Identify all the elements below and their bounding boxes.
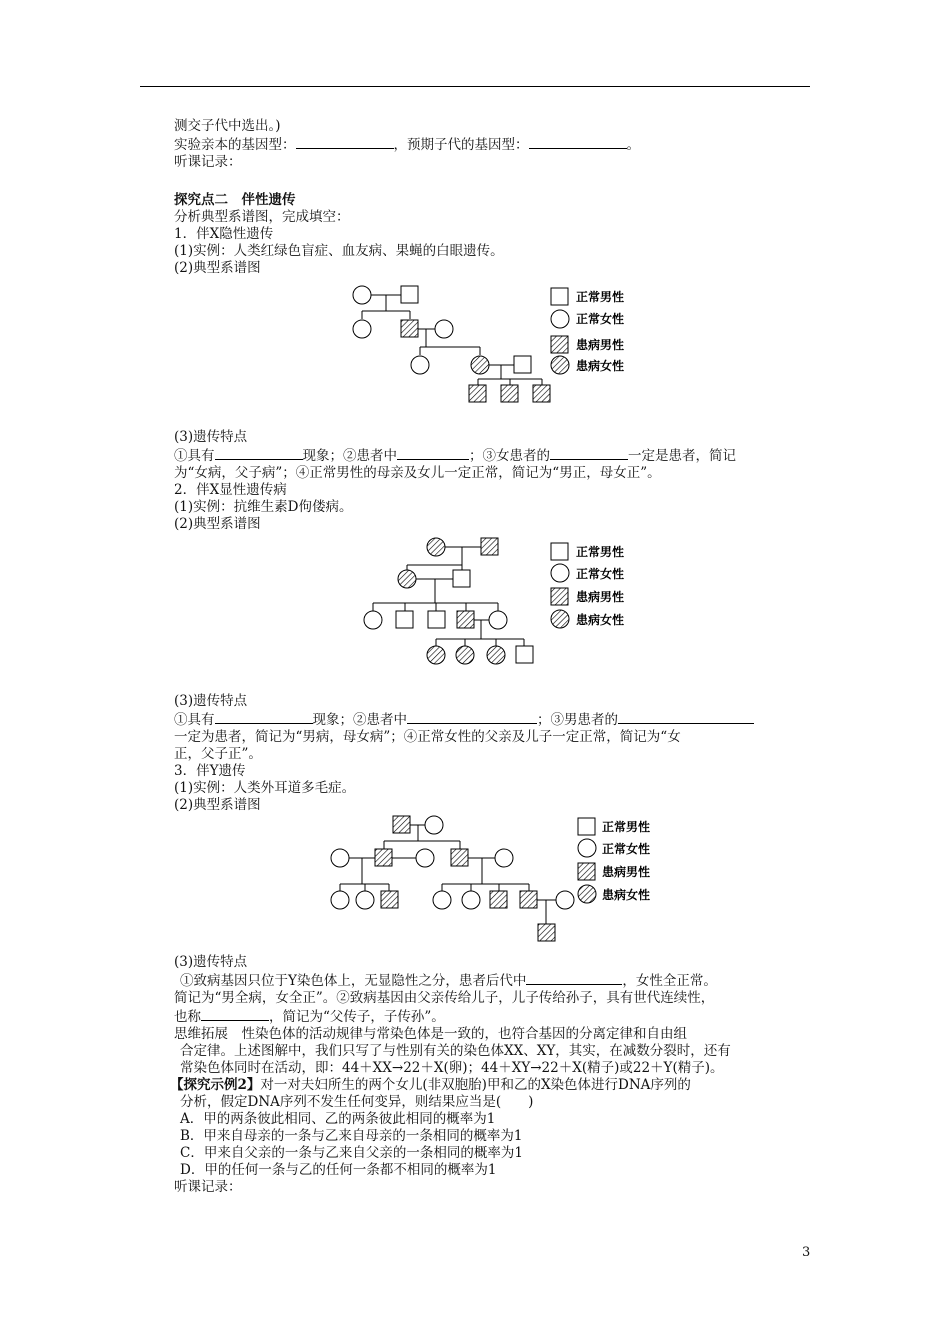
legend-affected-female: 患病女性 bbox=[576, 359, 625, 373]
example-question: 【探究示例2】对一对夫妇所生的两个女儿(非双胞胎)甲和乙的X染色体进行DNA序列的 bbox=[170, 1077, 691, 1093]
page-body bbox=[170, 118, 814, 1196]
answer-blank[interactable] bbox=[529, 135, 627, 149]
legend-normal-male: 正常男性 bbox=[576, 545, 625, 559]
option-b[interactable]: B．甲来自母亲的一条与乙来自母亲的一条相同的概率为1 bbox=[180, 1128, 523, 1144]
legend-normal-female: 正常女性 bbox=[602, 842, 651, 856]
pedigree-xd-figure bbox=[174, 533, 814, 693]
subheading: 1．伴X隐性遗传 bbox=[174, 226, 274, 242]
text-line: (1)实例：人类外耳道多毛症。 bbox=[174, 780, 356, 796]
text-line: 分析典型系谱图，完成填空： bbox=[174, 209, 350, 225]
answer-blank[interactable] bbox=[550, 446, 628, 460]
legend-normal-female: 正常女性 bbox=[576, 312, 625, 326]
legend-affected-male-icon bbox=[551, 336, 568, 353]
pedigree-male-affected bbox=[401, 320, 418, 337]
text-line: (3)遗传特点 bbox=[174, 954, 248, 970]
legend-normal-female: 正常女性 bbox=[576, 567, 625, 581]
legend-normal-male: 正常男性 bbox=[576, 290, 625, 304]
answer-blank[interactable] bbox=[296, 135, 394, 149]
page-number: 3 bbox=[802, 1245, 811, 1260]
legend-affected-female: 患病女性 bbox=[602, 888, 651, 902]
pedigree-x-recessive bbox=[174, 277, 814, 429]
text-line: (2)典型系谱图 bbox=[174, 797, 261, 813]
text-line: 实验亲本的基因型： ，预期子代的基因型： 。 bbox=[174, 137, 640, 153]
subheading: 3．伴Y遗传 bbox=[174, 763, 246, 779]
pedigree-female-normal bbox=[353, 286, 371, 304]
pedigree-male-normal bbox=[401, 286, 418, 303]
section-heading: 探究点二 伴性遗传 bbox=[174, 192, 296, 208]
pedigree-female-affected bbox=[471, 356, 489, 374]
legend-affected-male: 患病男性 bbox=[576, 338, 625, 352]
text-line: 分析，假定DNA序列不发生任何变异，则结果应当是( ) bbox=[180, 1094, 534, 1110]
answer-blank[interactable] bbox=[201, 1007, 269, 1021]
legend-affected-female: 患病女性 bbox=[576, 613, 625, 627]
pedigree-y-figure bbox=[174, 814, 814, 954]
text-line: 简记为“男全病，女全正”。②致病基因由父亲传给儿子，儿子传给孙子，具有世代连续性， bbox=[174, 990, 715, 1006]
text-line: 听课记录： bbox=[174, 154, 242, 170]
text-line: 常染色体同时在活动，即：44＋XX→22＋X(卵)；44＋XY→22＋X(精子)或22＋Y(精子)。 bbox=[180, 1060, 724, 1076]
option-a[interactable]: A．甲的两条彼此相同、乙的两条彼此相同的概率为1 bbox=[180, 1111, 496, 1127]
text-line: 听课记录： bbox=[174, 1179, 242, 1195]
text-line: 正，父子正”。 bbox=[174, 746, 262, 762]
text-line: 一定为患者，简记为“男病，母女病”；④正常女性的父亲及儿子一定正常，简记为“女 bbox=[174, 729, 681, 745]
answer-blank[interactable] bbox=[526, 971, 622, 985]
legend-affected-male: 患病男性 bbox=[602, 865, 651, 879]
text-line: (3)遗传特点 bbox=[174, 693, 248, 709]
option-d[interactable]: D．甲的任何一条与乙的任何一条都不相同的概率为1 bbox=[180, 1162, 497, 1178]
answer-blank[interactable] bbox=[215, 446, 303, 460]
text-line: (1)实例：人类红绿色盲症、血友病、果蝇的白眼遗传。 bbox=[174, 243, 504, 259]
text-line: ①具有 现象；②患者中 ；③女患者的 一定是患者，简记 bbox=[174, 448, 736, 464]
answer-blank[interactable] bbox=[397, 446, 469, 460]
text-line: (2)典型系谱图 bbox=[174, 260, 261, 276]
legend-normal-male-icon bbox=[551, 288, 568, 305]
legend-normal-male: 正常男性 bbox=[602, 820, 651, 834]
text-line: (1)实例：抗维生素D佝偻病。 bbox=[174, 499, 353, 515]
answer-blank[interactable] bbox=[618, 710, 754, 724]
legend-normal-female-icon bbox=[551, 310, 569, 328]
text-line: 也称 ，简记为“父传子，子传孙”。 bbox=[174, 1009, 445, 1025]
subheading: 2．伴X显性遗传病 bbox=[174, 482, 287, 498]
pedigree-y-linked bbox=[174, 814, 814, 954]
text-line: ①致病基因只位于Y染色体上，无显隐性之分，患者后代中 ，女性全正常。 bbox=[180, 973, 717, 989]
text-line: (3)遗传特点 bbox=[174, 429, 248, 445]
text-line: 思维拓展 性染色体的活动规律与常染色体是一致的，也符合基因的分离定律和自由组 bbox=[174, 1026, 687, 1042]
answer-blank[interactable] bbox=[407, 710, 537, 724]
text-line: 测交子代中选出。) bbox=[174, 118, 281, 134]
pedigree-x-dominant bbox=[174, 533, 814, 693]
option-c[interactable]: C．甲来自父亲的一条与乙来自父亲的一条相同的概率为1 bbox=[180, 1145, 523, 1161]
legend-affected-male: 患病男性 bbox=[576, 590, 625, 604]
legend-affected-female-icon bbox=[551, 356, 569, 374]
text-line: (2)典型系谱图 bbox=[174, 516, 261, 532]
text-line: ①具有 现象；②患者中 ；③男患者的 bbox=[174, 710, 814, 729]
text-line: 合定律。上述图解中，我们只写了与性别有关的染色体XX、XY，其实，在减数分裂时，还有 bbox=[180, 1043, 731, 1059]
pedigree-xr-figure bbox=[174, 277, 814, 429]
answer-blank[interactable] bbox=[215, 710, 313, 724]
header-rule bbox=[140, 86, 810, 87]
text-line: 为“女病，父子病”；④正常男性的母亲及女儿一定正常，简记为“男正，母女正”。 bbox=[174, 465, 661, 481]
